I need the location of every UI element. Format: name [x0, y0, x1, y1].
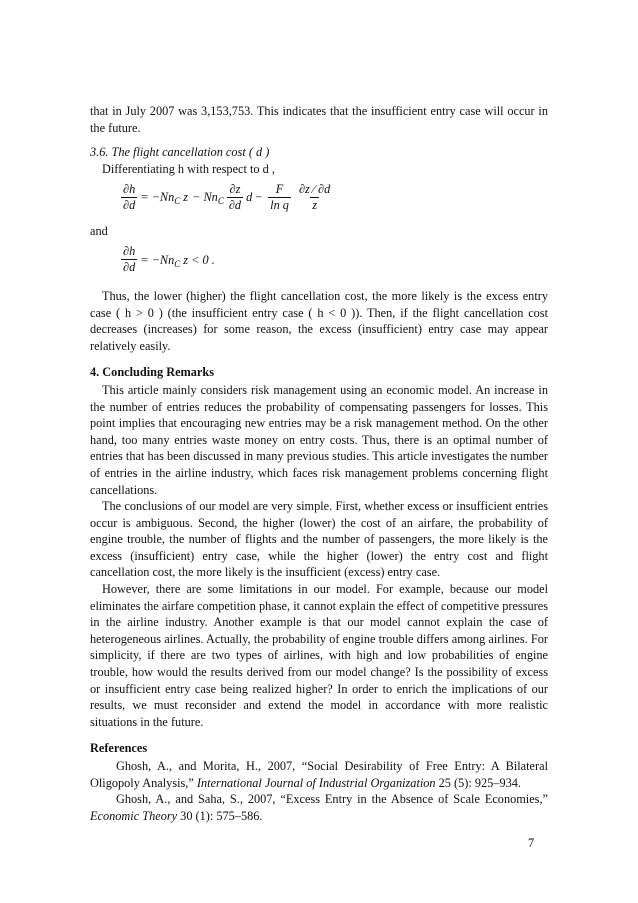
eq1-term1: = −Nn: [140, 190, 175, 205]
eq1-term2-var: d: [246, 190, 253, 205]
reference-item-1: Ghosh, A., and Morita, H., 2007, “Social Desirability of Free Entry: A Bilateral Oligopoly Analysis,” International Journal of Industrial Organization 25 (5): 925–934.: [90, 759, 548, 790]
intro-paragraph: that in July 2007 was 3,153,753. This indicates that the insufficient entry case will occur in the future.: [90, 104, 548, 135]
section-4-paragraph-2: The conclusions of our model are very simple. First, whether excess or insufficient entries occur is ambiguous. Second, the higher (lower) the cost of an airfare, the probability of engine trouble, the number of flights and the number of passengers, the more likely is the excess (insufficient) entry case, while the higher (lower) the entry cost and flight cancellation cost, the more likely is the insufficient (excess) entry case.: [90, 499, 548, 580]
eq1-ratio-fraction: $\frac{\partial z ∕ \partial d}{z}$: [298, 181, 331, 212]
section-3-6-lead: Differentiating h with respect to d ,: [102, 161, 275, 176]
eq2-rhs: = −Nn: [140, 252, 175, 267]
eq2-rhs-sub: C: [174, 258, 181, 269]
eq1-dz-dd-fraction: $\frac{\partial z}{\partial d}$: [228, 181, 242, 212]
reference-item-2: Ghosh, A., and Saha, S., 2007, “Excess Entry in the Absence of Scale Economies,” Economic Theory 30 (1): 575–586.: [90, 792, 548, 823]
page-body: [90, 103, 548, 824]
eq2-rhs-tail: z < 0 .: [183, 252, 215, 267]
equation-1: [118, 177, 548, 217]
and-label: and: [90, 224, 108, 239]
eq1-term1-sub: C: [174, 196, 181, 207]
eq2-lhs-fraction: $\frac{\partial h}{\partial d}$: [123, 244, 136, 275]
section-3-6-paragraph: Thus, the lower (higher) the flight cancellation cost, the more likely is the excess entry case ( h > 0 ) (the insufficient entry case ( h < 0 )). Then, if the flight cancellation cost decreases (increases) for some reason, the excess (insufficient) entry case may appear relatively easily.: [90, 288, 548, 353]
equation-2: [118, 240, 548, 280]
eq1-term1-var: z: [183, 190, 189, 205]
eq1-term2: − Nn: [192, 190, 218, 205]
references-title: References: [90, 741, 148, 756]
section-4-paragraph-3: However, there are some limitations in our model. For example, because our model eliminates the airfare competition phase, it cannot explain the effect of competitive pressures in the airline industry. Another example is that our model cannot explain the case of heterogeneous airlines. Actually, the probability of engine trouble differs among airlines. For simplicity, if there are two types of airlines, with high and low probabilities of engine trouble, how would the results derived from our model change? Is the possibility of excess or insufficient entry case being realized higher? In order to enrich the implications of our results, we must reconsider and extend the model in accordance with more realistic situations in the future.: [90, 582, 548, 729]
section-4-title: 4. Concluding Remarks: [90, 365, 215, 380]
reference-2-journal: Economic Theory: [90, 808, 178, 823]
eq1-term2-sub: C: [217, 196, 224, 207]
section-3-6-title: 3.6. The flight cancellation cost ( d ): [90, 145, 270, 160]
page-number: 7: [528, 836, 535, 850]
eq1-lhs-fraction: $\frac{\partial h}{\partial d}$: [123, 181, 136, 212]
reference-1-journal: International Journal of Industrial Organization: [196, 775, 436, 790]
eq1-minus: −: [255, 190, 263, 205]
eq1-f-lnq-fraction: $\frac{F}{\text{ln q}}$: [270, 181, 289, 212]
section-4-paragraph-1: This article mainly considers risk management using an economic model. An increase in the number of entries reduces the probability of compensating passengers for losses. This point implies that encouraging new entries may be a risk management method. On the other hand, too many entries waste money on entry costs. Thus, there is an optimal number of entries that has been discussed in many previous studies. This article investigates the number of entries in the airline industry, which faces risk management problems concerning flight cancellations.: [90, 382, 548, 497]
